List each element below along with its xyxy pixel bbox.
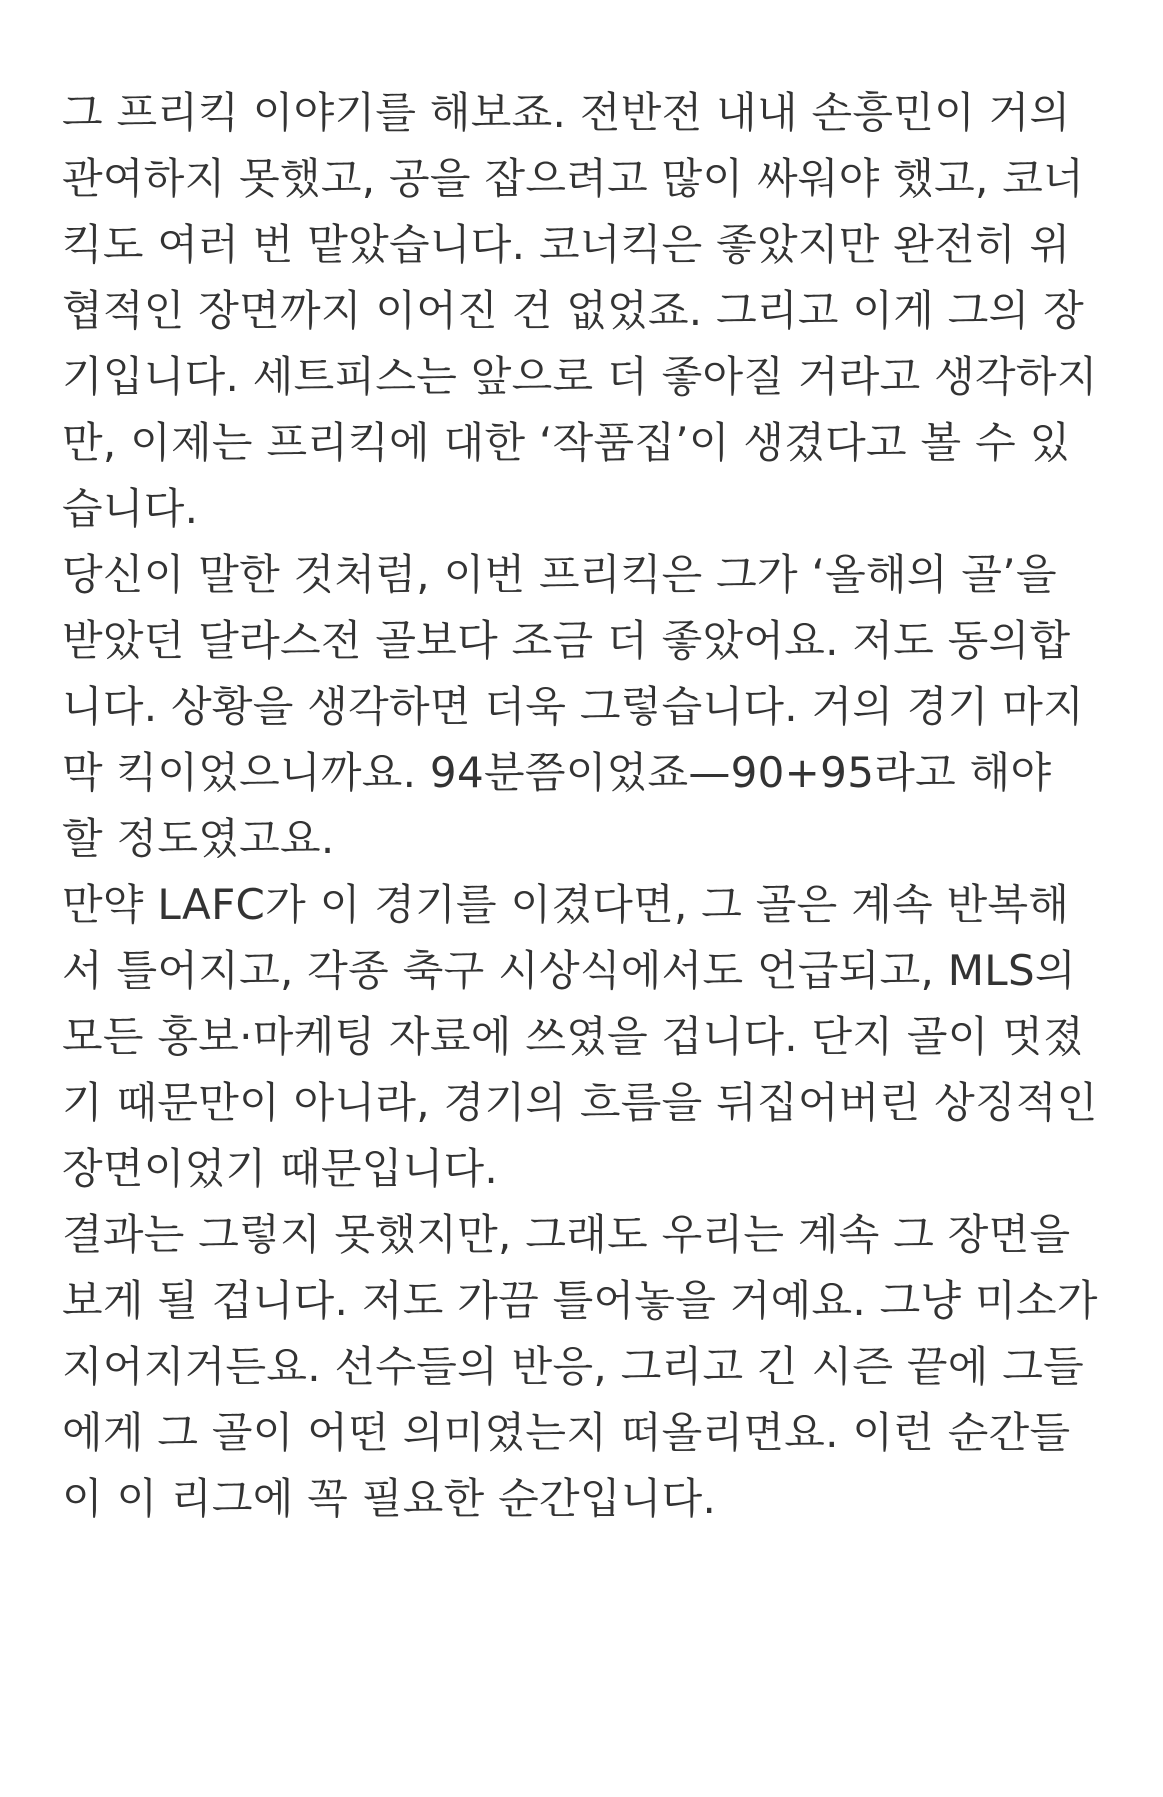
text-line: 할 정도였고요. [62, 814, 335, 863]
text-line: 당신이 말한 것처럼, 이번 프리킥은 그가 ‘올해의 골’을 [62, 550, 1057, 599]
text-line: 관여하지 못했고, 공을 잡으려고 많이 싸워야 했고, 코너 [62, 154, 1085, 203]
text-line: 그 프리킥 이야기를 해보죠. 전반전 내내 손흥민이 거의 [62, 88, 1071, 137]
text-line: 기 때문만이 아니라, 경기의 흐름을 뒤집어버린 상징적인 [62, 1078, 1098, 1127]
text-line: 에게 그 골이 어떤 의미였는지 떠올리면요. 이런 순간들 [62, 1408, 1071, 1457]
text-line: 결과는 그렇지 못했지만, 그래도 우리는 계속 그 장면을 [62, 1210, 1071, 1259]
text-line: 만약 LAFC가 이 경기를 이겼다면, 그 골은 계속 반복해 [62, 880, 1070, 929]
text-line: 받았던 달라스전 골보다 조금 더 좋았어요. 저도 동의합 [62, 616, 1071, 665]
text-line: 지어지거든요. 선수들의 반응, 그리고 긴 시즌 끝에 그들 [62, 1342, 1085, 1391]
text-line: 이 이 리그에 꼭 필요한 순간입니다. [62, 1474, 717, 1523]
text-line: 킥도 여러 번 맡았습니다. 코너킥은 좋았지만 완전히 위 [62, 220, 1071, 269]
text-line: 협적인 장면까지 이어진 건 없었죠. 그리고 이게 그의 장 [62, 286, 1085, 335]
text-line: 서 틀어지고, 각종 축구 시상식에서도 언급되고, MLS의 [62, 946, 1076, 995]
text-line: 니다. 상황을 생각하면 더욱 그렇습니다. 거의 경기 마지 [62, 682, 1085, 731]
text-line: 막 킥이었으니까요. 94분쯤이었죠—90+95라고 해야 [62, 748, 1052, 797]
text-line: 보게 될 겁니다. 저도 가끔 틀어놓을 거예요. 그냥 미소가 [62, 1276, 1098, 1325]
article-body [62, 80, 1122, 1532]
text-line: 만, 이제는 프리킥에 대한 ‘작품집’이 생겼다고 볼 수 있 [62, 418, 1071, 467]
text-line: 장면이었기 때문입니다. [62, 1144, 499, 1193]
text-line: 습니다. [62, 484, 199, 533]
text-line: 기입니다. 세트피스는 앞으로 더 좋아질 거라고 생각하지 [62, 352, 1098, 401]
text-line: 모든 홍보·마케팅 자료에 쓰였을 겁니다. 단지 골이 멋졌 [62, 1012, 1085, 1061]
